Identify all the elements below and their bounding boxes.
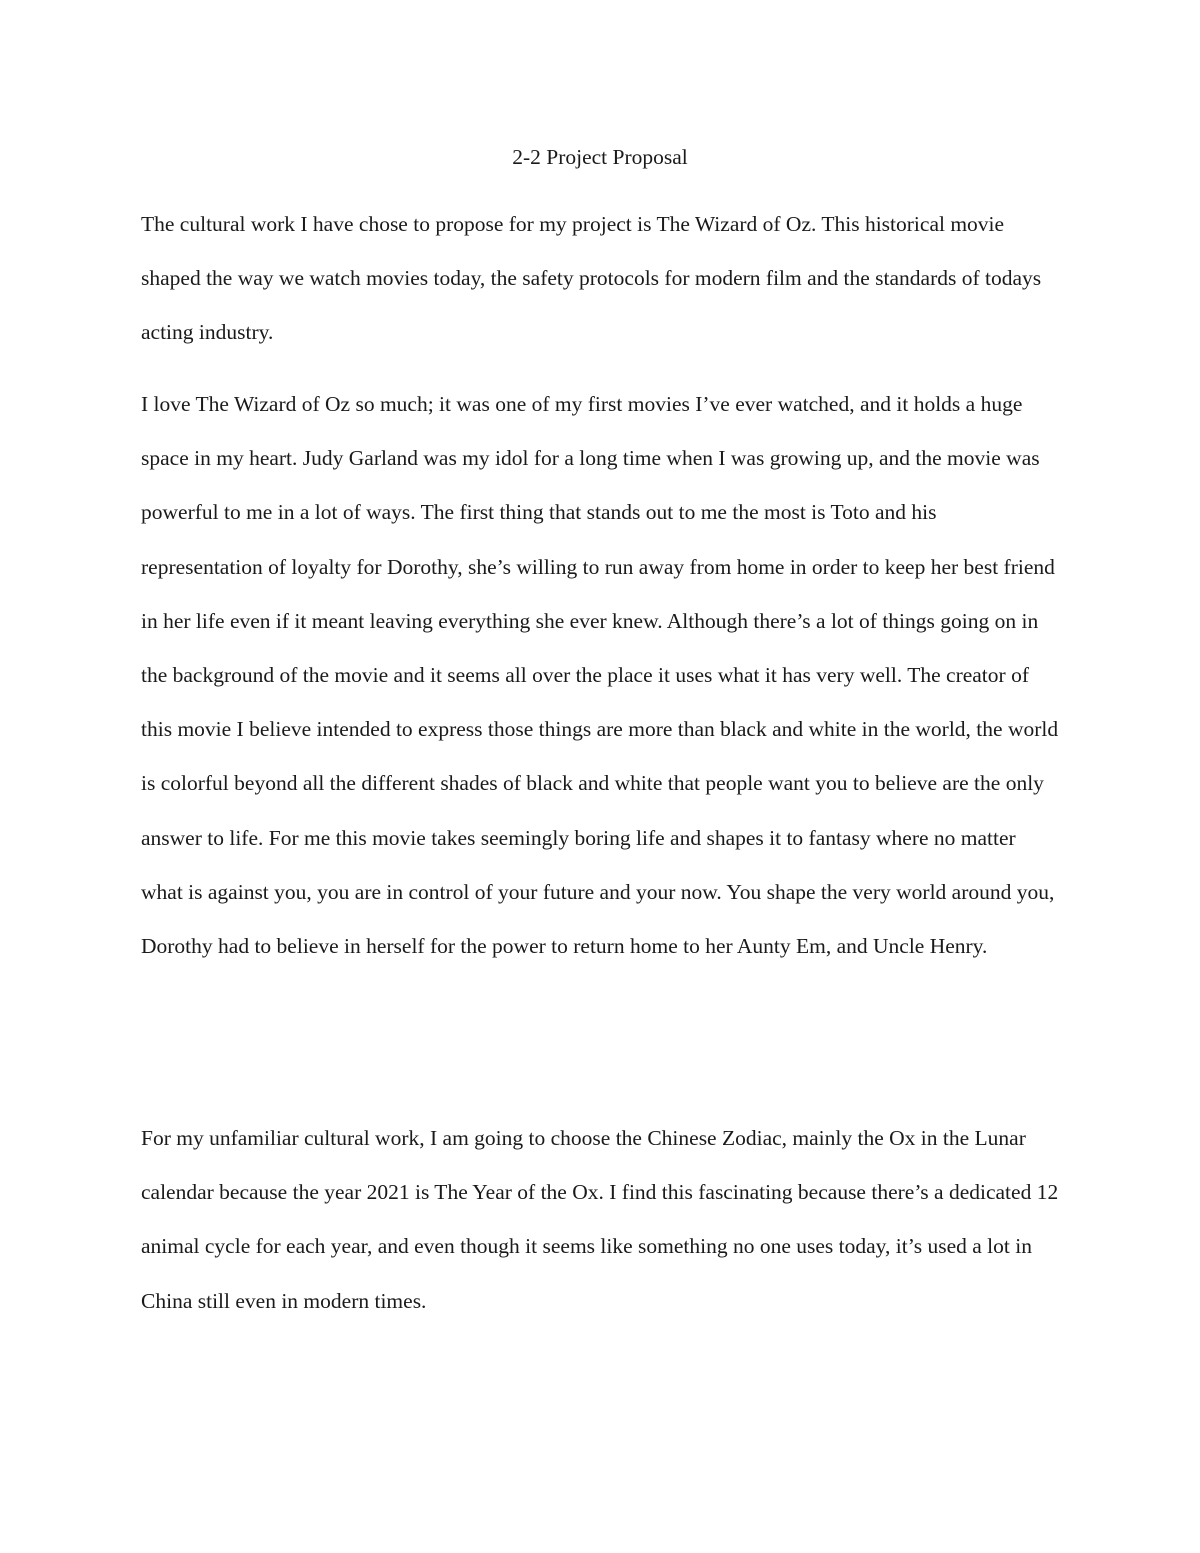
page-title: 2-2 Project Proposal (512, 145, 688, 169)
paragraph-unfamiliar-work: For my unfamiliar cultural work, I am going to choose the Chinese Zodiac, mainly the Ox in the Lunar calendar because the year 2021 is The Year of the Ox. I find this fascinating because there’s a dedicated 12 animal cycle for each year, and even though it seems like something no one uses today, it’s used a lot in China still even in modern times. (141, 1126, 1059, 1313)
paragraph-familiar-work: I love The Wizard of Oz so much; it was one of my first movies I’ve ever watched, and it holds a huge space in my heart. Judy Garland was my idol for a long time when I was growing up, and the movie was powerful to me in a lot of ways. The first thing that stands out to me the most is Toto and his representation of loyalty for Dorothy, she’s willing to run away from home in order to keep her best friend in her life even if it meant leaving everything she ever knew. Although there’s a lot of things going on in the background of the movie and it seems all over the place it uses what it has very well. The creator of this movie I believe intended to express those things are more than black and white in the world, the world is colorful beyond all the different shades of black and white that people want you to believe are the only answer to life. For me this movie takes seemingly boring life and shapes it to fantasy where no matter what is against you, you are in control of your future and your now. You shape the very world around you, Dorothy had to believe in herself for the power to return home to her Aunty Em, and Uncle Henry. (141, 392, 1059, 959)
paragraph-intro: The cultural work I have chose to propose for my project is The Wizard of Oz. This historical movie shaped the way we watch movies today, the safety protocols for modern film and the standards of todays acting industry. (141, 212, 1042, 345)
